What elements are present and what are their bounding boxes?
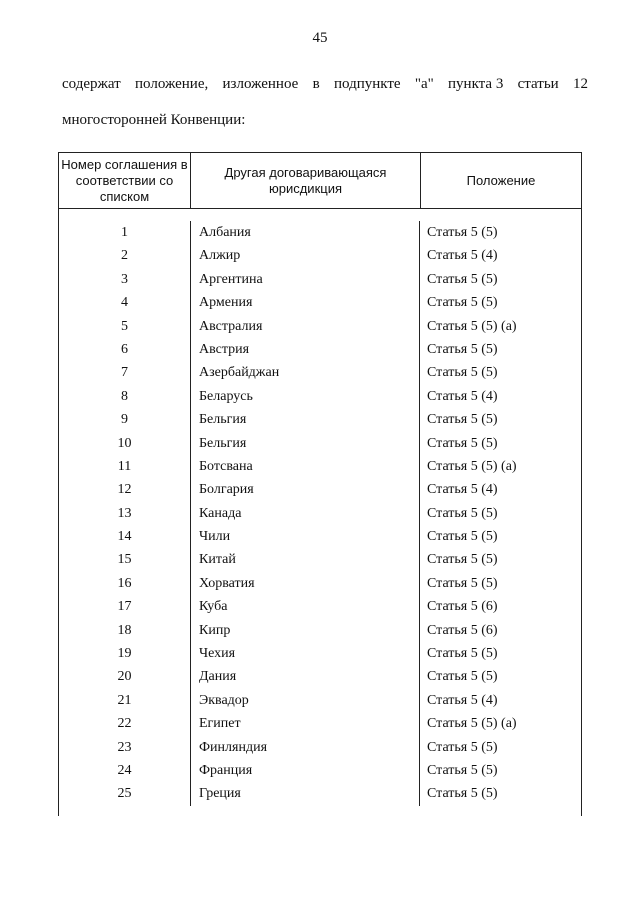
- header-jurisdiction: Другая договаривающаяся юрисдикция: [191, 153, 421, 208]
- table-row: [59, 595, 581, 618]
- row-number: 18: [59, 619, 191, 642]
- intro-paragraph: [62, 66, 588, 138]
- row-jurisdiction: Куба: [191, 595, 420, 618]
- table-row: [59, 665, 581, 688]
- row-number: 17: [59, 595, 191, 618]
- table-row: [59, 385, 581, 408]
- intro-line-1: [62, 66, 588, 102]
- table-row: [59, 642, 581, 665]
- row-jurisdiction: Бельгия: [191, 408, 420, 431]
- row-jurisdiction: Болгария: [191, 478, 420, 501]
- table-header: [59, 152, 581, 209]
- row-jurisdiction: Беларусь: [191, 385, 420, 408]
- row-jurisdiction: Австралия: [191, 315, 420, 338]
- table-row: [59, 244, 581, 267]
- row-jurisdiction: Аргентина: [191, 268, 420, 291]
- intro-word: подпункте: [333, 76, 401, 92]
- intro-word: в: [312, 76, 320, 92]
- table-row: [59, 291, 581, 314]
- row-jurisdiction: Дания: [191, 665, 420, 688]
- row-number: 24: [59, 759, 191, 782]
- row-provision: Статья 5 (5): [427, 365, 498, 381]
- row-number: 21: [59, 689, 191, 712]
- row-jurisdiction: Ботсвана: [191, 455, 420, 478]
- row-number: 7: [59, 361, 191, 384]
- row-provision: Статья 5 (5): [427, 271, 498, 287]
- row-provision: Статья 5 (5) (а): [427, 458, 517, 474]
- table-row: [59, 408, 581, 431]
- row-provision: Статья 5 (5): [427, 739, 498, 755]
- row-jurisdiction: Бельгия: [191, 432, 420, 455]
- row-number: 12: [59, 478, 191, 501]
- table-row: [59, 268, 581, 291]
- row-number: 23: [59, 736, 191, 759]
- row-jurisdiction: Чили: [191, 525, 420, 548]
- row-jurisdiction: Австрия: [191, 338, 420, 361]
- row-number: 1: [59, 221, 191, 244]
- row-provision: Статья 5 (6): [427, 622, 498, 638]
- row-jurisdiction: Греция: [191, 782, 420, 805]
- table-row: [59, 525, 581, 548]
- table-row: [59, 502, 581, 525]
- row-jurisdiction: Финляндия: [191, 736, 420, 759]
- table-row: [59, 782, 581, 805]
- row-number: 14: [59, 525, 191, 548]
- row-jurisdiction: Франция: [191, 759, 420, 782]
- row-number: 11: [59, 455, 191, 478]
- table-row: [59, 548, 581, 571]
- table-row: [59, 338, 581, 361]
- table-row: [59, 712, 581, 735]
- table-row: [59, 361, 581, 384]
- row-provision: Статья 5 (5): [427, 552, 498, 568]
- intro-word: изложенное: [222, 76, 299, 92]
- row-provision: Статья 5 (5): [427, 669, 498, 685]
- table-row: [59, 736, 581, 759]
- row-provision: Статья 5 (4): [427, 692, 498, 708]
- intro-word: 12: [572, 76, 588, 92]
- row-number: 16: [59, 572, 191, 595]
- row-jurisdiction: Египет: [191, 712, 420, 735]
- intro-line-2: многосторонней Конвенции:: [62, 112, 246, 128]
- row-provision: Статья 5 (5) (а): [427, 318, 517, 334]
- row-jurisdiction: Канада: [191, 502, 420, 525]
- row-provision: Статья 5 (4): [427, 482, 498, 498]
- row-number: 3: [59, 268, 191, 291]
- row-jurisdiction: Армения: [191, 291, 420, 314]
- intro-word: содержат: [62, 76, 121, 92]
- row-provision: Статья 5 (5): [427, 295, 498, 311]
- row-number: 8: [59, 385, 191, 408]
- table-row: [59, 572, 581, 595]
- header-agreement-number: Номер соглашения в соответствии со списком: [59, 153, 191, 208]
- row-number: 10: [59, 432, 191, 455]
- row-provision: Статья 5 (5): [427, 646, 498, 662]
- row-number: 19: [59, 642, 191, 665]
- table-body: [59, 209, 581, 816]
- row-jurisdiction: Чехия: [191, 642, 420, 665]
- row-number: 15: [59, 548, 191, 571]
- row-jurisdiction: Эквадор: [191, 689, 420, 712]
- row-number: 20: [59, 665, 191, 688]
- table-row: [59, 221, 581, 244]
- row-provision: Статья 5 (5): [427, 225, 498, 240]
- intro-word: статьи: [517, 76, 559, 92]
- row-provision: Статья 5 (5): [427, 341, 498, 357]
- row-number: 22: [59, 712, 191, 735]
- agreements-table: [58, 152, 582, 816]
- table-row: [59, 432, 581, 455]
- row-jurisdiction: Азербайджан: [191, 361, 420, 384]
- row-jurisdiction: Алжир: [191, 244, 420, 267]
- row-provision: Статья 5 (5): [427, 762, 498, 778]
- intro-word: пункта 3: [448, 76, 504, 92]
- row-number: 6: [59, 338, 191, 361]
- page-number: 45: [312, 30, 328, 46]
- row-provision: Статья 5 (5): [427, 529, 498, 545]
- row-provision: Статья 5 (5): [427, 412, 498, 428]
- row-jurisdiction: Кипр: [191, 619, 420, 642]
- table-row: [59, 619, 581, 642]
- table-row: [59, 759, 581, 782]
- header-provision: Положение: [466, 172, 536, 188]
- row-provision: Статья 5 (6): [427, 599, 498, 615]
- row-provision: Статья 5 (5): [427, 575, 498, 591]
- table-row: [59, 689, 581, 712]
- table-row: [59, 478, 581, 501]
- row-provision: Статья 5 (5): [427, 786, 498, 802]
- row-jurisdiction: Албания: [191, 221, 420, 244]
- row-number: 4: [59, 291, 191, 314]
- row-provision: Статья 5 (4): [427, 388, 498, 404]
- row-number: 2: [59, 244, 191, 267]
- row-provision: Статья 5 (4): [427, 248, 498, 264]
- row-jurisdiction: Китай: [191, 548, 420, 571]
- row-number: 5: [59, 315, 191, 338]
- row-provision: Статья 5 (5): [427, 505, 498, 521]
- intro-word: положение,: [135, 76, 209, 92]
- row-provision: Статья 5 (5) (а): [427, 716, 517, 732]
- row-number: 13: [59, 502, 191, 525]
- row-number: 25: [59, 782, 191, 805]
- row-jurisdiction: Хорватия: [191, 572, 420, 595]
- intro-word: "а": [414, 76, 434, 92]
- table-row: [59, 455, 581, 478]
- row-provision: Статья 5 (5): [427, 435, 498, 451]
- table-row: [59, 315, 581, 338]
- row-number: 9: [59, 408, 191, 431]
